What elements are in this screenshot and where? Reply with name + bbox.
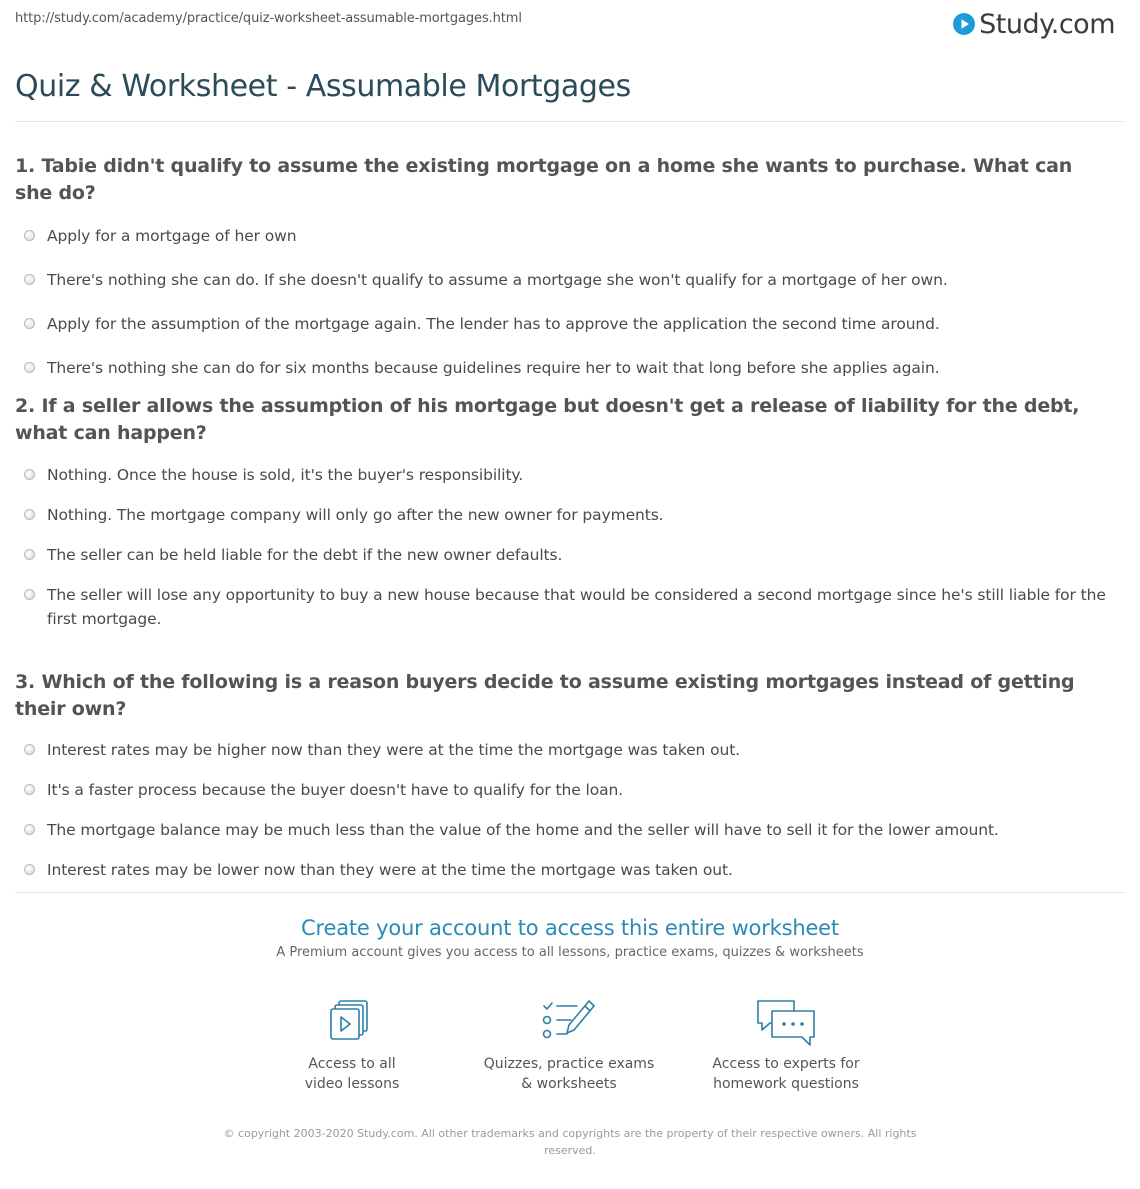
question-text: 1. Tabie didn't qualify to assume the existing mortgage on a home she wants to purchase. What can she do? [15, 155, 1073, 204]
feature-label-line: video lessons [304, 1076, 400, 1092]
quiz-checklist-icon [537, 997, 601, 1049]
question-text: 3. Which of the following is a reason buyers decide to assume existing mortgages instead of getting their own? [15, 671, 1075, 720]
radio-button-icon[interactable] [24, 274, 35, 285]
feature-label-line: & worksheets [521, 1076, 617, 1092]
answer-option[interactable] [15, 778, 1115, 818]
answer-text: There's nothing she can do. If she doesn't qualify to assume a mortgage she won't qualify for a mortgage of her own. [47, 271, 948, 289]
signup-cta [0, 913, 1140, 963]
radio-button-icon[interactable] [24, 469, 35, 480]
answer-text: The seller can be held liable for the debt if the new owner defaults. [47, 546, 563, 564]
answer-text: Apply for the assumption of the mortgage again. The lender has to approve the application the second time around. [47, 315, 940, 333]
feature-label-line: Access to experts for [712, 1056, 860, 1072]
radio-button-icon[interactable] [24, 589, 35, 600]
study-logo[interactable] [952, 7, 1115, 41]
radio-button-icon[interactable] [24, 824, 35, 835]
answer-text: Interest rates may be lower now than they were at the time the mortgage was taken out. [47, 861, 733, 879]
copyright-line: reserved. [544, 1144, 596, 1157]
video-lessons-icon [320, 997, 384, 1049]
feature-label [469, 1054, 669, 1094]
premium-features [0, 997, 1140, 1107]
page-header [15, 0, 1125, 50]
create-account-link[interactable]: Create your account to access this entire worksheet [301, 916, 839, 940]
radio-button-icon[interactable] [24, 784, 35, 795]
radio-button-icon[interactable] [24, 230, 35, 241]
feature-label [252, 1054, 452, 1094]
radio-button-icon[interactable] [24, 864, 35, 875]
copyright-notice [215, 1125, 925, 1159]
answer-option[interactable] [15, 312, 1115, 356]
feature-video-lessons [252, 997, 452, 1094]
answer-text: Nothing. Once the house is sold, it's the buyer's responsibility. [47, 466, 524, 484]
feature-label-line: homework questions [713, 1076, 859, 1092]
answer-text: It's a faster process because the buyer doesn't have to qualify for the loan. [47, 781, 624, 799]
feature-label-line: Quizzes, practice exams [483, 1056, 655, 1072]
answer-list [15, 463, 1115, 631]
page-url: http://study.com/academy/practice/quiz-worksheet-assumable-mortgages.html [15, 11, 522, 26]
page-title: Quiz & Worksheet - Assumable Mortgages [15, 69, 631, 104]
answer-option[interactable] [15, 818, 1115, 858]
radio-button-icon[interactable] [24, 744, 35, 755]
answer-option[interactable] [15, 738, 1115, 778]
question-2 [15, 393, 1115, 631]
title-divider [15, 121, 1125, 122]
question-1 [15, 153, 1115, 400]
answer-list [15, 224, 1115, 400]
answer-text: The mortgage balance may be much less than the value of the home and the seller will have to sell it for the lower amount. [47, 821, 999, 839]
answer-text: Nothing. The mortgage company will only go after the new owner for payments. [47, 506, 664, 524]
answer-option[interactable] [15, 543, 1115, 583]
answer-option[interactable] [15, 268, 1115, 312]
feature-experts [686, 997, 886, 1094]
feature-label-line: Access to all [308, 1056, 396, 1072]
play-circle-icon [952, 12, 976, 36]
chat-bubbles-icon [754, 997, 818, 1049]
cta-subtitle: A Premium account gives you access to all lessons, practice exams, quizzes & worksheets [276, 945, 864, 960]
answer-list [15, 738, 1115, 898]
radio-button-icon[interactable] [24, 318, 35, 329]
answer-option[interactable] [15, 583, 1115, 631]
radio-button-icon[interactable] [24, 549, 35, 560]
logo-text: Study.com [979, 8, 1115, 40]
radio-button-icon[interactable] [24, 509, 35, 520]
feature-quizzes [469, 997, 669, 1094]
answer-option[interactable] [15, 224, 1115, 268]
section-divider [15, 892, 1125, 893]
copyright-line: © copyright 2003-2020 Study.com. All other trademarks and copyrights are the property of their respective owners. All rights [223, 1127, 917, 1140]
answer-text: The seller will lose any opportunity to buy a new house because that would be considered a second mortgage since he's still liable for the first mortgage. [47, 586, 1106, 628]
question-3 [15, 669, 1115, 898]
question-text: 2. If a seller allows the assumption of his mortgage but doesn't get a release of liability for the debt, what can happen? [15, 395, 1080, 444]
radio-button-icon[interactable] [24, 362, 35, 373]
answer-text: Apply for a mortgage of her own [47, 227, 297, 245]
answer-text: There's nothing she can do for six months because guidelines require her to wait that long before she applies again. [47, 359, 940, 377]
answer-option[interactable] [15, 503, 1115, 543]
answer-option[interactable] [15, 463, 1115, 503]
feature-label [686, 1054, 886, 1094]
answer-text: Interest rates may be higher now than they were at the time the mortgage was taken out. [47, 741, 741, 759]
